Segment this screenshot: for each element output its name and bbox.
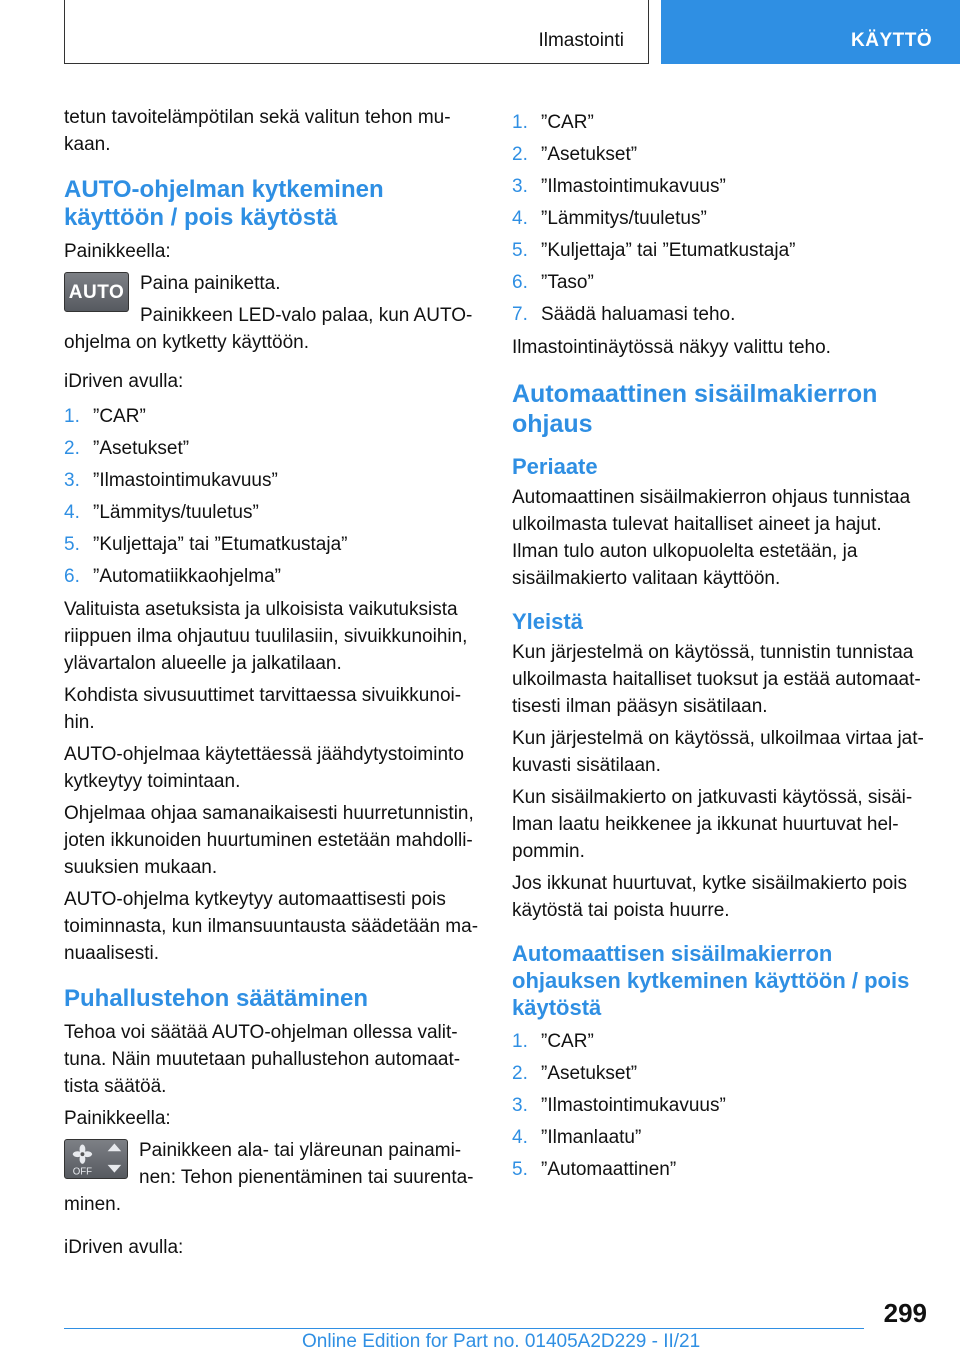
step-text: Säädä haluamasi teho. [541, 303, 736, 325]
general-p1: Kun järjestelmä on käytössä, tunnistin tunnistaa ulkoilmasta haitalliset tuoksut ja estää automaat-tisesti ilman pääsyn sisätilaan. [512, 642, 921, 717]
fan-heading: Puhallustehon säätäminen [64, 985, 369, 1012]
auto-button-icon [64, 272, 129, 312]
auto-press-text: Paina painiketta. [140, 273, 281, 294]
step-item [512, 266, 927, 298]
paragraph-2: Kohdista sivusuuttimet tarvittaessa sivuikkunoi-hin. [64, 685, 462, 733]
recirc-heading: Automaattinen sisäilmakierron ohjaus [512, 380, 878, 438]
step-item [64, 560, 479, 592]
right-steps-list [512, 106, 927, 330]
general-heading: Yleistä [512, 609, 583, 634]
fan-button-label: Painikkeella: [64, 1108, 171, 1129]
step-text: ”Taso” [541, 271, 594, 293]
step-number: 6. [64, 565, 80, 587]
step-text: ”Ilmastointimukavuus” [93, 469, 278, 491]
intro-text: tetun tavoitelämpötilan sekä valitun tehon mu-kaan. [64, 107, 451, 155]
step-number: 7. [512, 303, 528, 325]
right-column [512, 106, 927, 1189]
step-item [512, 298, 927, 330]
principle-heading: Periaate [512, 454, 598, 479]
step-text: ”Asetukset” [541, 143, 638, 165]
step-number: 3. [64, 469, 80, 491]
page-number: 299 [883, 1298, 927, 1328]
paragraph-4: Ohjelmaa ohjaa samanaikaisesti huurretunnistin, joten ikkunoiden huurtuminen estetään mahdolli-suuksien mukaan. [64, 803, 474, 878]
step-text: ”Asetukset” [93, 437, 190, 459]
step-number: 5. [64, 533, 80, 555]
step-item [512, 170, 927, 202]
step-item [512, 138, 927, 170]
auto-button-text: AUTO [68, 281, 125, 303]
step-number: 6. [512, 271, 528, 293]
left-steps-list [64, 400, 479, 592]
step-number: 5. [512, 1158, 528, 1180]
auto-button-row [64, 270, 479, 356]
fan-idrive-label: iDriven avulla: [64, 1237, 184, 1258]
step-item [512, 1025, 927, 1057]
step-item [512, 202, 927, 234]
step-number: 2. [512, 143, 528, 165]
step-text: ”Ilmastointimukavuus” [541, 1094, 726, 1116]
step-item [64, 464, 479, 496]
general-p3: Kun sisäilmakierto on jatkuvasti käytössä, sisäi-lman laatu heikkenee ja ikkunat huurtuvat hel-pommin. [512, 787, 913, 862]
edition-text: Online Edition for Part no. 01405A2D229 - II/21 [302, 1331, 701, 1352]
step-number: 4. [512, 207, 528, 229]
toggle-steps-list [512, 1025, 927, 1185]
header-section-box [64, 0, 649, 64]
step-number: 2. [64, 437, 80, 459]
paragraph-5: AUTO-ohjelma kytkeytyy automaattisesti pois toiminnasta, kun ilmansuuntausta säädetään ma-nuaalisesti. [64, 889, 479, 964]
step-item [64, 432, 479, 464]
step-text: ”Lämmitys/tuuletus” [541, 207, 707, 229]
fan-paragraph: Tehoa voi säätää AUTO-ohjelman ollessa valit-tuna. Näin muutetaan puhallustehon automaat-tista säätöä. [64, 1022, 461, 1097]
step-number: 4. [512, 1126, 528, 1148]
fan-button-row [64, 1137, 479, 1218]
section-title: Ilmastointi [538, 30, 624, 51]
step-number: 3. [512, 175, 528, 197]
idrive-label: iDriven avulla: [64, 371, 184, 392]
step-text: ”Asetukset” [541, 1062, 638, 1084]
step-number: 1. [512, 111, 528, 133]
step-item [512, 1089, 927, 1121]
step-number: 1. [64, 405, 80, 427]
step-item [64, 528, 479, 560]
step-text: ”CAR” [541, 1030, 594, 1052]
step-text: ”Automaattinen” [541, 1158, 677, 1180]
step-number: 1. [512, 1030, 528, 1052]
auto-led-text: Painikkeen LED-valo palaa, kun AUTO-ohjelma on kytketty käyttöön. [64, 305, 473, 353]
footer-divider [64, 1328, 864, 1329]
chapter-title: KÄYTTÖ [851, 30, 933, 51]
general-p2: Kun järjestelmä on käytössä, ulkoilmaa virtaa jat-kuvasti sisätilaan. [512, 728, 924, 776]
step-item [512, 106, 927, 138]
step-text: ”Automatiikkaohjelma” [93, 565, 281, 587]
step-text: ”Ilmanlaatu” [541, 1126, 642, 1148]
step-item [512, 1057, 927, 1089]
general-p4: Jos ikkunat huurtuvat, kytke sisäilmakierto pois käytöstä tai poista huurre. [512, 873, 907, 921]
step-number: 5. [512, 239, 528, 261]
auto-heading: AUTO-ohjelman kytkeminen käyttöön / pois käytöstä [64, 176, 384, 231]
step-item [512, 1121, 927, 1153]
toggle-heading: Automaattisen sisäilmakierron ohjauksen kytkeminen käyttöön / pois käytöstä [512, 941, 910, 1020]
step-item [512, 234, 927, 266]
step-text: ”Kuljettaja” tai ”Etumatkustaja” [541, 239, 796, 261]
left-column [64, 104, 479, 1266]
svg-text:OFF: OFF [72, 1166, 93, 1178]
step-text: ”Lämmitys/tuuletus” [93, 501, 259, 523]
fan-press-text: Painikkeen ala- tai yläreunan painami-nen: Tehon pienentäminen tai suurenta-minen. [64, 1140, 474, 1215]
chapter-tab[interactable] [661, 0, 960, 64]
step-item [64, 496, 479, 528]
button-label: Painikkeella: [64, 241, 171, 262]
step-text: ”Ilmastointimukavuus” [541, 175, 726, 197]
step-text: ”CAR” [541, 111, 594, 133]
step-number: 2. [512, 1062, 528, 1084]
step-item [64, 400, 479, 432]
step-text: ”Kuljettaja” tai ”Etumatkustaja” [93, 533, 348, 555]
fan-icon [65, 1139, 127, 1179]
fan-button-icon [64, 1139, 128, 1179]
paragraph-3: AUTO-ohjelmaa käytettäessä jäähdytystoiminto kytkeytyy toimintaan. [64, 744, 464, 792]
step-number: 4. [64, 501, 80, 523]
step-item [512, 1153, 927, 1185]
display-note: Ilmastointinäytössä näkyy valittu teho. [512, 337, 831, 358]
step-text: ”CAR” [93, 405, 146, 427]
principle-text: Automaattinen sisäilmakierron ohjaus tunnistaa ulkoilmasta tulevat haitalliset aineet ja hajut. Ilman tulo auton ulkopuolelta estetään, ja sisäilmakierto valitaan käyttöön. [512, 487, 911, 589]
paragraph-1: Valituista asetuksista ja ulkoisista vaikutuksista riippuen ilma ohjautuu tuulilasiin, sivuikkunoihin, ylävartalon alueelle ja jalkatilaan. [64, 599, 468, 674]
step-number: 3. [512, 1094, 528, 1116]
